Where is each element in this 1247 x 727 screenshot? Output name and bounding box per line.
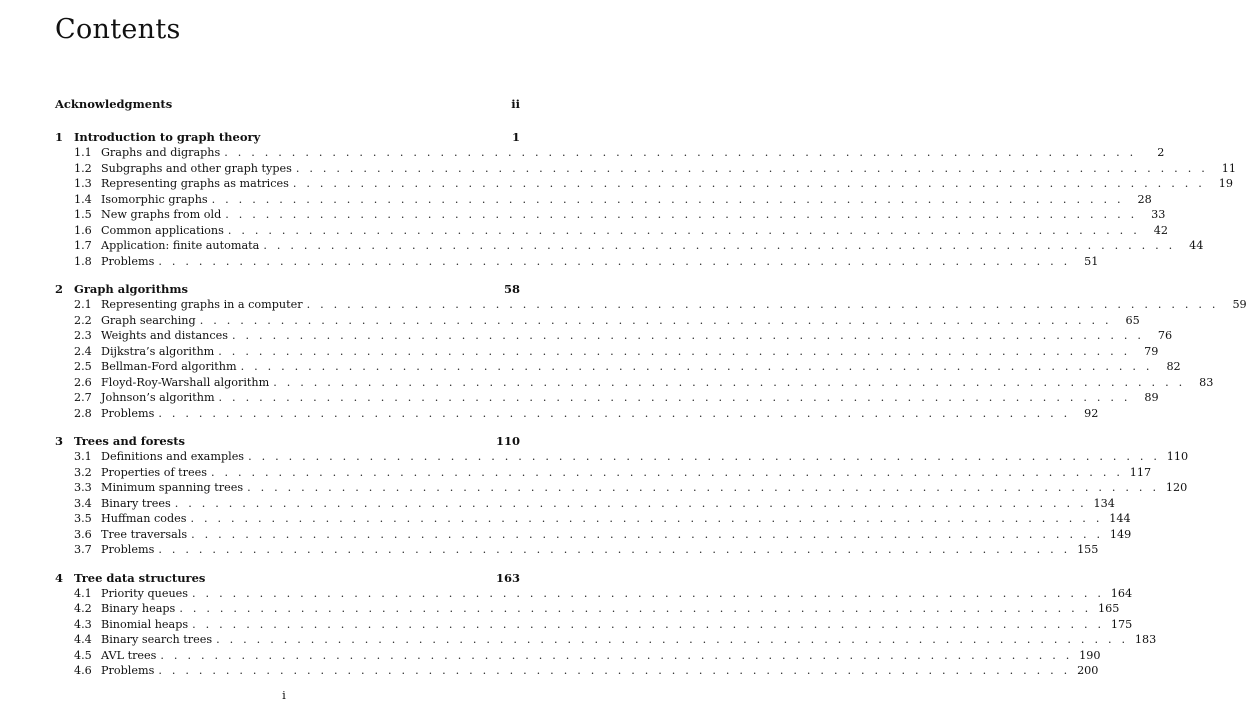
- toc-section-entry[interactable]: [55, 481, 1188, 497]
- dot-leader: . . . . . . . . . . . . . . . . . . . . . . . . . . . . . . . . . . . . . . . . . . . . . . . . . . . . . . . . . . . . . . . . . . . .: [248, 450, 1161, 463]
- toc-section-entry[interactable]: [55, 254, 1099, 271]
- dot-leader: . . . . . . . . . . . . . . . . . . . . . . . . . . . . . . . . . . . . . . . . . . . . . . . . . . . . . . . . . . . . . . . . . . . .: [247, 481, 1160, 494]
- dot-leader: . . . . . . . . . . . . . . . . . . . . . . . . . . . . . . . . . . . . . . . . . . . . . . . . . . . . . . . . . . . . . . . . . . . .: [218, 344, 1131, 358]
- section-number: 1.4: [74, 192, 92, 206]
- section-title: Subgraphs and other graph types: [101, 161, 292, 175]
- section-title: Properties of trees: [101, 465, 207, 479]
- section-title: Dijkstra’s algorithm: [101, 344, 215, 358]
- toc-section-entry[interactable]: [55, 329, 1173, 345]
- page-number: i: [282, 688, 286, 702]
- section-page-number: 44: [1189, 239, 1204, 252]
- section-title: Binary heaps: [101, 602, 176, 615]
- section-number: 1.2: [74, 161, 92, 175]
- dot-leader: . . . . . . . . . . . . . . . . . . . . . . . . . . . . . . . . . . . . . . . . . . . . . . . . . . . . . . . . . . . . . . . . . . . .: [211, 465, 1124, 479]
- section-number: 1.5: [74, 208, 92, 221]
- section-number: 3.5: [74, 512, 92, 525]
- dot-leader: . . . . . . . . . . . . . . . . . . . . . . . . . . . . . . . . . . . . . . . . . . . . . . . . . . . . . . . . . . . . . . . . . . . .: [218, 391, 1131, 404]
- dot-leader: . . . . . . . . . . . . . . . . . . . . . . . . . . . . . . . . . . . . . . . . . . . . . . . . . . . . . . . . . . . . . . . . . . . .: [216, 633, 1129, 646]
- dot-leader: . . . . . . . . . . . . . . . . . . . . . . . . . . . . . . . . . . . . . . . . . . . . . . . . . . . . . . . . . . . . . . . . . . . .: [227, 223, 1140, 237]
- toc-section-entry[interactable]: [55, 375, 1214, 392]
- section-title: Binary search trees: [101, 633, 213, 646]
- toc-section-entry[interactable]: [55, 192, 1152, 209]
- toc-entry-acknowledgments[interactable]: [55, 97, 520, 113]
- section-page-number: 79: [1144, 344, 1159, 358]
- dot-leader: . . . . . . . . . . . . . . . . . . . . . . . . . . . . . . . . . . . . . . . . . . . . . . . . . . . . . . . . . . . . . . . . . . . .: [295, 161, 1208, 175]
- section-title: Problems: [101, 543, 155, 556]
- section-title: Common applications: [101, 223, 224, 237]
- toc-section-entry[interactable]: [55, 406, 1099, 423]
- page-title: Contents: [55, 14, 181, 45]
- dot-leader: . . . . . . . . . . . . . . . . . . . . . . . . . . . . . . . . . . . . . . . . . . . . . . . . . . . . . . . . . . . . . . . . . . . .: [158, 406, 1071, 420]
- section-title: Weights and distances: [101, 329, 229, 342]
- section-number: 1.6: [74, 223, 92, 237]
- section-title: Isomorphic graphs: [101, 192, 208, 206]
- section-number: 2.6: [74, 375, 92, 389]
- section-page-number: 83: [1199, 375, 1214, 389]
- dot-leader: . . . . . . . . . . . . . . . . . . . . . . . . . . . . . . . . . . . . . . . . . . . . . . . . . . . . . . . . . . . . . . . . . . . .: [225, 208, 1138, 221]
- toc-section-entry[interactable]: [55, 512, 1131, 528]
- section-page-number: 76: [1157, 329, 1173, 342]
- section-page-number: 42: [1153, 223, 1168, 237]
- section-number: 4.6: [74, 664, 92, 677]
- dot-leader: . . . . . . . . . . . . . . . . . . . . . . . . . . . . . . . . . . . . . . . . . . . . . . . . . . . . . . . . . . . . . . . . . . . .: [199, 313, 1112, 327]
- entry-title: Acknowledgments: [55, 97, 173, 111]
- section-page-number: 19: [1218, 177, 1233, 190]
- toc-section-entry[interactable]: [55, 391, 1159, 407]
- section-title: Definitions and examples: [101, 450, 245, 463]
- section-title: AVL trees: [101, 648, 157, 662]
- section-number: 2.3: [74, 329, 92, 342]
- chapter-title: Graph algorithms: [74, 282, 189, 296]
- section-page-number: 89: [1144, 391, 1159, 404]
- section-page-number: 92: [1084, 406, 1099, 420]
- section-number: 1.3: [74, 177, 92, 190]
- toc-section-entry[interactable]: [55, 633, 1157, 649]
- section-number: 4.5: [74, 648, 92, 662]
- chapter-title: Introduction to graph theory: [74, 130, 261, 144]
- toc-section-entry[interactable]: [55, 360, 1181, 376]
- dot-leader: . . . . . . . . . . . . . . . . . . . . . . . . . . . . . . . . . . . . . . . . . . . . . . . . . . . . . . . . . . . . . . . . . . . .: [211, 192, 1124, 206]
- toc-section-entry[interactable]: [55, 208, 1166, 224]
- toc-chapter-entry[interactable]: [55, 282, 520, 298]
- toc-chapter-entry[interactable]: [55, 130, 520, 146]
- section-page-number: 134: [1093, 496, 1115, 510]
- chapter-number: 4: [55, 570, 64, 585]
- toc-section-entry[interactable]: [55, 527, 1132, 544]
- toc-section-entry[interactable]: [55, 465, 1152, 482]
- toc-section-entry[interactable]: [55, 298, 1247, 314]
- section-page-number: 165: [1098, 602, 1120, 615]
- toc-section-entry[interactable]: [55, 586, 1133, 603]
- section-number: 1.8: [74, 254, 92, 268]
- section-page-number: 144: [1109, 512, 1131, 525]
- section-number: 4.4: [74, 633, 92, 646]
- section-page-number: 28: [1137, 192, 1152, 206]
- toc-section-entry[interactable]: [55, 543, 1099, 559]
- section-title: Application: finite automata: [101, 239, 260, 252]
- section-number: 3.4: [74, 496, 92, 510]
- dot-leader: . . . . . . . . . . . . . . . . . . . . . . . . . . . . . . . . . . . . . . . . . . . . . . . . . . . . . . . . . . . . . . . . . . . .: [158, 664, 1071, 677]
- section-title: Priority queues: [101, 586, 189, 600]
- section-number: 4.2: [74, 602, 92, 615]
- chapter-number: 1: [55, 130, 64, 144]
- section-page-number: 155: [1077, 543, 1099, 556]
- section-page-number: 120: [1165, 481, 1188, 494]
- toc-section-entry[interactable]: [55, 617, 1133, 634]
- dot-leader: . . . . . . . . . . . . . . . . . . . . . . . . . . . . . . . . . . . . . . . . . . . . . . . . . . . . . . . . . . . . . . . . . . . .: [158, 543, 1071, 556]
- section-page-number: 2: [1157, 146, 1165, 159]
- dot-leader: . . . . . . . . . . . . . . . . . . . . . . . . . . . . . . . . . . . . . . . . . . . . . . . . . . . . . . . . . . . . . . . . . . . .: [174, 496, 1087, 510]
- table-of-contents: [55, 97, 1247, 680]
- section-page-number: 82: [1166, 360, 1181, 373]
- dot-leader: . . . . . . . . . . . . . . . . . . . . . . . . . . . . . . . . . . . . . . . . . . . . . . . . . . . . . . . . . . . . . . . . . . . .: [160, 648, 1073, 662]
- section-page-number: 117: [1129, 465, 1152, 479]
- section-page-number: 190: [1079, 648, 1101, 662]
- dot-leader: . . . . . . . . . . . . . . . . . . . . . . . . . . . . . . . . . . . . . . . . . . . . . . . . . . . . . . . . . . . . . . . . . . . .: [292, 177, 1205, 190]
- toc-chapter-entry[interactable]: [55, 434, 520, 450]
- toc-section-entry[interactable]: [55, 239, 1204, 255]
- section-title: Problems: [101, 254, 155, 268]
- section-title: New graphs from old: [101, 208, 222, 221]
- chapter-page-number: 110: [495, 434, 520, 448]
- section-page-number: 183: [1134, 633, 1157, 646]
- section-title: Tree traversals: [101, 527, 188, 541]
- dot-leader: . . . . . . . . . . . . . . . . . . . . . . . . . . . . . . . . . . . . . . . . . . . . . . . . . . . . . . . . . . . . . . . . . . . .: [190, 512, 1103, 525]
- dot-leader: . . . . . . . . . . . . . . . . . . . . . . . . . . . . . . . . . . . . . . . . . . . . . . . . . . . . . . . . . . . . . . . . . . . .: [240, 360, 1153, 373]
- toc-section-entry[interactable]: [55, 223, 1168, 240]
- section-page-number: 65: [1125, 313, 1140, 327]
- section-number: 2.8: [74, 406, 92, 420]
- section-number: 2.7: [74, 391, 92, 404]
- section-number: 2.5: [74, 360, 92, 373]
- toc-section-entry[interactable]: [55, 496, 1115, 513]
- dot-leader: . . . . . . . . . . . . . . . . . . . . . . . . . . . . . . . . . . . . . . . . . . . . . . . . . . . . . . . . . . . . . . . . . . . .: [232, 329, 1145, 342]
- dot-leader: . . . . . . . . . . . . . . . . . . . . . . . . . . . . . . . . . . . . . . . . . . . . . . . . . . . . . . . . . . . . . . . . . . . .: [191, 527, 1104, 541]
- section-title: Graph searching: [101, 313, 196, 327]
- section-number: 3.7: [74, 543, 92, 556]
- dot-leader: . . . . . . . . . . . . . . . . . . . . . . . . . . . . . . . . . . . . . . . . . . . . . . . . . . . . . . . . . . . . . . . . . . . .: [158, 254, 1071, 268]
- chapter-number: 3: [55, 434, 64, 448]
- section-number: 2.1: [74, 298, 92, 311]
- toc-section-entry[interactable]: [55, 344, 1159, 361]
- section-page-number: 149: [1109, 527, 1132, 541]
- section-number: 4.1: [74, 586, 92, 600]
- section-page-number: 200: [1077, 664, 1099, 677]
- section-title: Johnson’s algorithm: [101, 391, 215, 404]
- toc-section-entry[interactable]: [55, 177, 1233, 193]
- chapter-page-number: 58: [503, 282, 520, 296]
- dot-leader: . . . . . . . . . . . . . . . . . . . . . . . . . . . . . . . . . . . . . . . . . . . . . . . . . . . . . . . . . . . . . . . . . . . .: [192, 586, 1105, 600]
- section-number: 2.4: [74, 344, 92, 358]
- toc-section-entry[interactable]: [55, 146, 1165, 162]
- entry-page-number: ii: [511, 97, 520, 111]
- chapter-title: Trees and forests: [74, 434, 186, 448]
- section-page-number: 59: [1232, 298, 1247, 311]
- section-title: Minimum spanning trees: [101, 481, 244, 494]
- section-title: Representing graphs in a computer: [101, 298, 303, 311]
- dot-leader: . . . . . . . . . . . . . . . . . . . . . . . . . . . . . . . . . . . . . . . . . . . . . . . . . . . . . . . . . . . . . . . . . . . .: [224, 146, 1137, 159]
- toc-section-entry[interactable]: [55, 602, 1120, 618]
- toc-section-entry[interactable]: [55, 313, 1140, 330]
- section-page-number: 51: [1084, 254, 1099, 268]
- chapter-title: Tree data structures: [74, 570, 206, 585]
- section-page-number: 33: [1151, 208, 1166, 221]
- chapter-page-number: 1: [511, 130, 520, 144]
- section-page-number: 175: [1110, 617, 1133, 631]
- section-title: Representing graphs as matrices: [101, 177, 289, 190]
- chapter-page-number: 163: [495, 570, 520, 585]
- section-title: Problems: [101, 406, 155, 420]
- section-title: Problems: [101, 664, 155, 677]
- chapter-list: [55, 130, 1247, 680]
- toc-section-entry[interactable]: [55, 450, 1189, 466]
- dot-leader: . . . . . . . . . . . . . . . . . . . . . . . . . . . . . . . . . . . . . . . . . . . . . . . . . . . . . . . . . . . . . . . . . . . .: [306, 298, 1219, 311]
- section-title: Huffman codes: [101, 512, 187, 525]
- section-number: 3.2: [74, 465, 92, 479]
- section-number: 3.6: [74, 527, 92, 541]
- dot-leader: . . . . . . . . . . . . . . . . . . . . . . . . . . . . . . . . . . . . . . . . . . . . . . . . . . . . . . . . . . . . . . . . . . . .: [273, 375, 1186, 389]
- section-page-number: 110: [1166, 450, 1189, 463]
- section-number: 1.7: [74, 239, 92, 252]
- dot-leader: . . . . . . . . . . . . . . . . . . . . . . . . . . . . . . . . . . . . . . . . . . . . . . . . . . . . . . . . . . . . . . . . . . . .: [263, 239, 1176, 252]
- section-page-number: 164: [1110, 586, 1133, 600]
- section-title: Bellman-Ford algorithm: [101, 360, 237, 373]
- chapter-number: 2: [55, 282, 64, 296]
- dot-leader: . . . . . . . . . . . . . . . . . . . . . . . . . . . . . . . . . . . . . . . . . . . . . . . . . . . . . . . . . . . . . . . . . . . .: [179, 602, 1092, 615]
- dot-leader: . . . . . . . . . . . . . . . . . . . . . . . . . . . . . . . . . . . . . . . . . . . . . . . . . . . . . . . . . . . . . . . . . . . .: [192, 617, 1105, 631]
- section-number: 1.1: [74, 146, 92, 159]
- section-number: 3.1: [74, 450, 92, 463]
- toc-section-entry[interactable]: [55, 664, 1099, 680]
- toc-section-entry[interactable]: [55, 161, 1236, 178]
- section-title: Binomial heaps: [101, 617, 189, 631]
- section-number: 3.3: [74, 481, 92, 494]
- section-number: 2.2: [74, 313, 92, 327]
- section-title: Binary trees: [101, 496, 171, 510]
- section-number: 4.3: [74, 617, 92, 631]
- section-title: Floyd-Roy-Warshall algorithm: [101, 375, 270, 389]
- section-page-number: 11: [1221, 161, 1236, 175]
- toc-section-entry[interactable]: [55, 648, 1101, 665]
- section-title: Graphs and digraphs: [101, 146, 221, 159]
- toc-chapter-entry[interactable]: [55, 571, 520, 587]
